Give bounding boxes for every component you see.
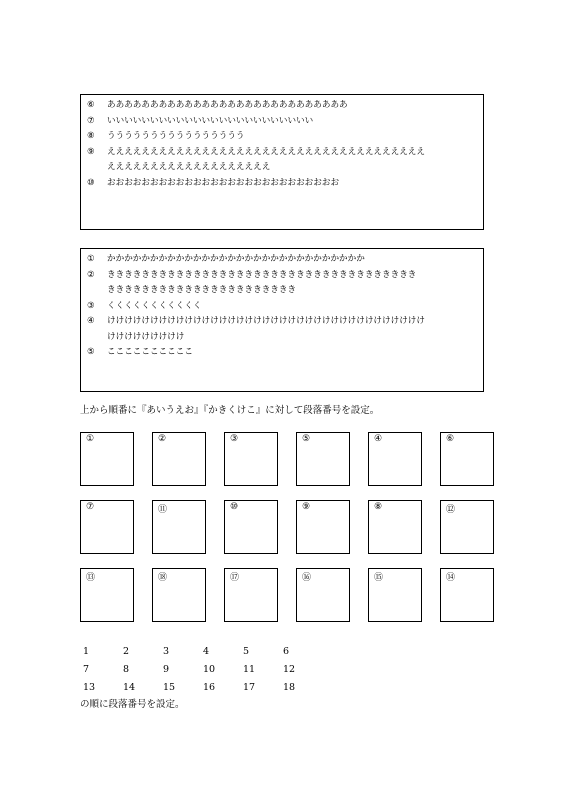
numbered-box: ⑯ xyxy=(296,568,350,622)
sequence-number: 17 xyxy=(243,682,256,693)
paragraph-text: ああああああああああああああああああああああああああああ xyxy=(107,100,348,110)
sequence-number: 4 xyxy=(203,646,210,657)
paragraph-frame-kakikukeko xyxy=(80,248,484,392)
sequence-number: 18 xyxy=(283,682,296,693)
sequence-number: 1 xyxy=(83,646,90,657)
numbered-box: ⑬ xyxy=(80,568,134,622)
paragraph-text: ここここここここここ xyxy=(107,347,193,357)
paragraph-number: ③ xyxy=(87,300,95,311)
paragraph xyxy=(87,299,483,315)
numbered-box: ⑮ xyxy=(368,568,422,622)
numbered-box: ⑧ xyxy=(368,500,422,554)
sequence-number: 2 xyxy=(123,646,130,657)
sequence-number: 6 xyxy=(283,646,290,657)
sequence-number: 13 xyxy=(83,682,96,693)
paragraph xyxy=(87,268,483,299)
sequence-number: 3 xyxy=(163,646,170,657)
closing-caption: の順に段落番号を設定。 xyxy=(80,699,185,710)
paragraph-text: きききききききききききききききききききききききききききききききききききき きききききききききききききききききききききき xyxy=(107,269,417,295)
numbered-box: ④ xyxy=(368,432,422,486)
paragraph-number: ⑨ xyxy=(87,146,95,157)
paragraph xyxy=(87,129,483,145)
sequence-number: 5 xyxy=(243,646,250,657)
paragraph-number: ⑧ xyxy=(87,131,95,141)
numbered-box: ① xyxy=(80,432,134,486)
paragraph-number: ⑥ xyxy=(87,100,95,110)
sequence-number: 15 xyxy=(163,682,176,693)
numbered-box: ③ xyxy=(224,432,278,486)
paragraph-text: いいいいいいいいいいいいいいいいいいいいいいいい xyxy=(107,115,314,126)
sequence-number: 7 xyxy=(83,664,90,675)
paragraph-text: うううううううううううううううう xyxy=(107,131,245,141)
paragraph xyxy=(87,176,483,192)
paragraph-text: けけけけけけけけけけけけけけけけけけけけけけけけけけけけけけけけけけけけけ けけけけけけけけけ xyxy=(107,316,425,342)
numbered-box: ⑪ xyxy=(152,500,206,554)
sequence-number: 16 xyxy=(203,682,216,693)
paragraph xyxy=(87,145,483,176)
paragraph-number: ④ xyxy=(87,316,95,326)
paragraph-number: ① xyxy=(87,254,95,264)
numbered-box: ⑰ xyxy=(224,568,278,622)
sequence-number: 8 xyxy=(123,664,130,675)
paragraph-text: くくくくくくくくくくく xyxy=(107,300,202,311)
paragraph xyxy=(87,314,483,345)
numbered-box: ⑩ xyxy=(224,500,278,554)
numbered-box: ② xyxy=(152,432,206,486)
paragraph xyxy=(87,345,483,361)
numbered-box: ⑤ xyxy=(296,432,350,486)
paragraph-number: ② xyxy=(87,269,95,280)
numbered-box: ⑨ xyxy=(296,500,350,554)
sequence-number: 10 xyxy=(203,664,216,675)
numbered-box: ⑦ xyxy=(80,500,134,554)
paragraph xyxy=(87,114,483,130)
sequence-number: 11 xyxy=(243,664,256,675)
paragraph-frame-aiueo xyxy=(80,94,484,230)
paragraph-text: かかかかかかかかかかかかかかかかかかかかかかかかかかかかかか xyxy=(107,254,365,264)
sequence-number: 9 xyxy=(163,664,170,675)
paragraph-number: ⑦ xyxy=(87,115,95,126)
numbered-box: ⑭ xyxy=(440,568,494,622)
paragraph-number: ⑩ xyxy=(87,177,95,188)
sequence-number: 12 xyxy=(283,664,296,675)
numbered-box: ⑱ xyxy=(152,568,206,622)
paragraph-text: おおおおおおおおおおおおおおおおおおおおおおおおおおお xyxy=(107,177,340,188)
numbered-box: ⑥ xyxy=(440,432,494,486)
paragraph-number: ⑤ xyxy=(87,347,95,357)
paragraph xyxy=(87,98,483,114)
number-sequence xyxy=(83,644,323,695)
numbered-box: ⑫ xyxy=(440,500,494,554)
sequence-number: 14 xyxy=(123,682,136,693)
paragraph-text: えええええええええええええええええええええええええええええええええええええ えええええええええええええええええええ xyxy=(107,146,425,172)
instruction-caption: 上から順番に『あいうえお』『かきくけこ』に対して段落番号を設定。 xyxy=(80,405,380,416)
paragraph xyxy=(87,252,483,268)
